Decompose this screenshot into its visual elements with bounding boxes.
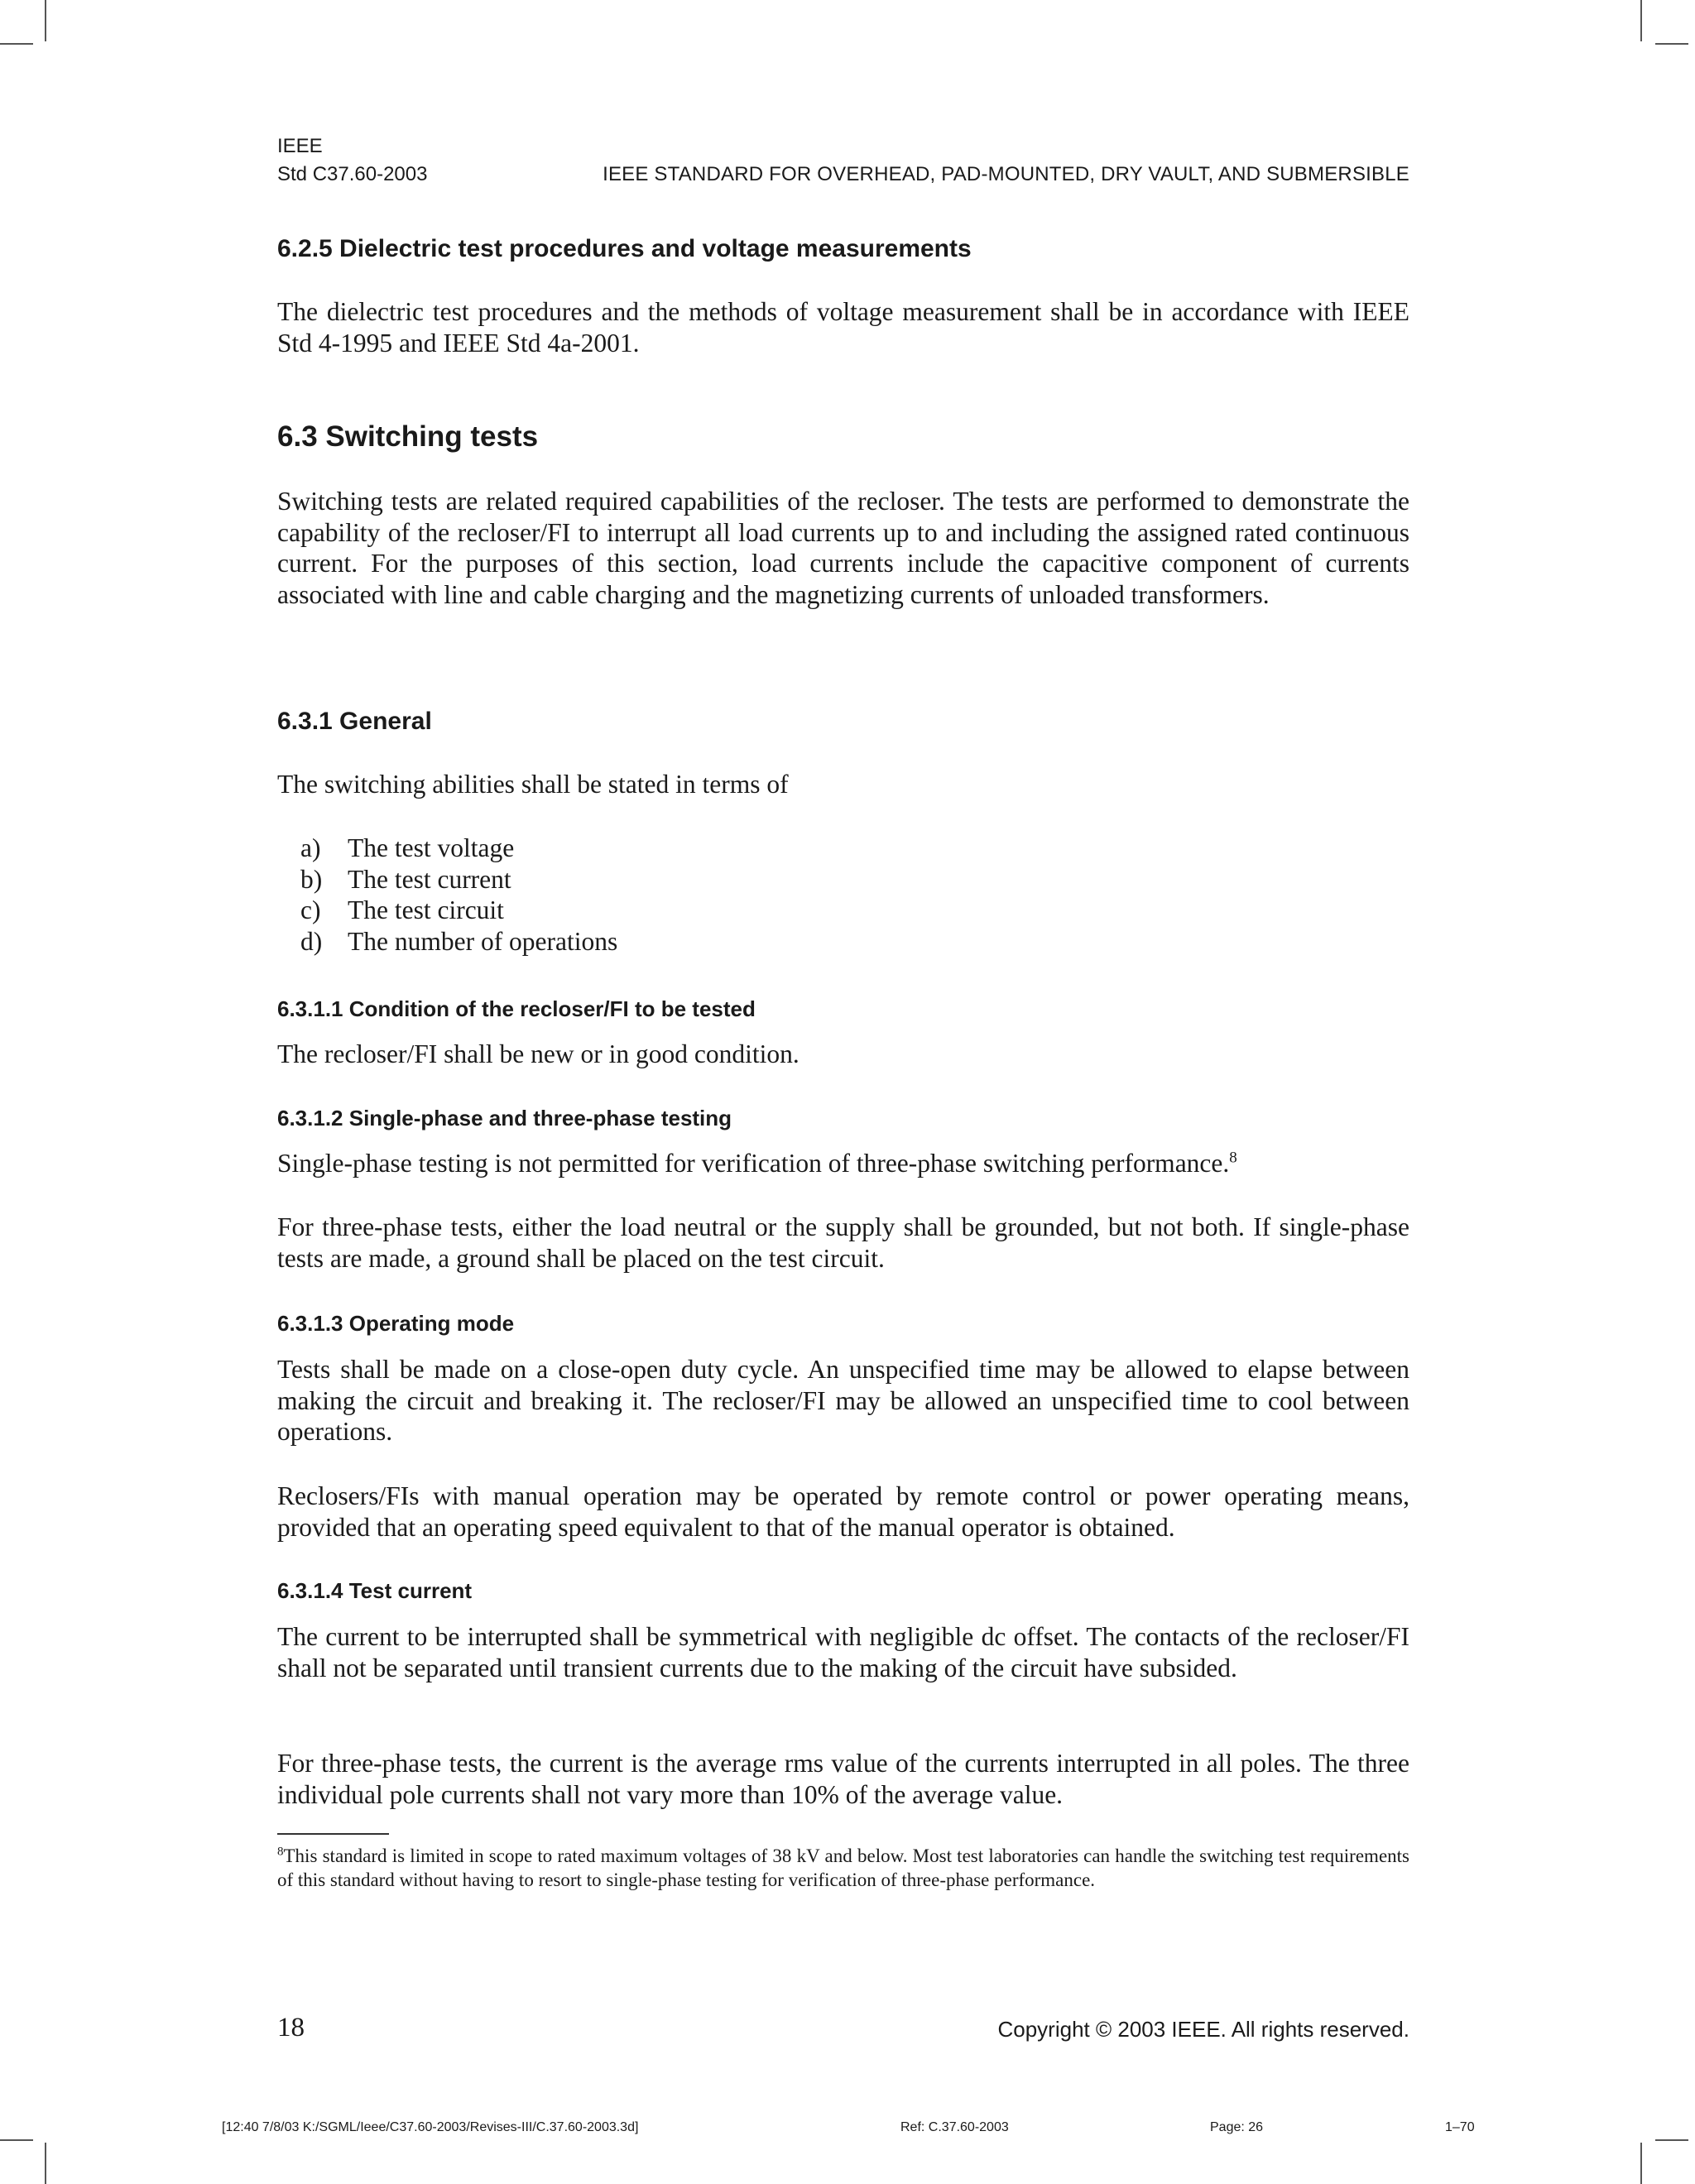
list-item-label: d) [300, 926, 323, 956]
running-header-title: IEEE STANDARD FOR OVERHEAD, PAD-MOUNTED, DRY VAULT, AND SUBMERSIBLE [603, 163, 1409, 185]
slug-range: 1–70 [1445, 2120, 1475, 2134]
footnote-marker: 8 [277, 1845, 284, 1859]
paragraph-6-3-1-3-a: Tests shall be made on a close-open duty cycle. An unspecified time may be allowed to elapse between making the circuit and breaking it. The recloser/FI may be allowed an unspecified time to cool between operations. [277, 1355, 1409, 1447]
paragraph-6-3-1-1: The recloser/FI shall be new or in good condition. [277, 1039, 799, 1068]
list-item-label: b) [300, 864, 323, 894]
footnote-divider [277, 1833, 389, 1835]
crop-mark [45, 2143, 46, 2184]
heading-6-2-5: 6.2.5 Dielectric test procedures and voltage measurements [277, 235, 972, 262]
slug-page: Page: 26 [1210, 2120, 1264, 2134]
paragraph-6-3-1-4-a: The current to be interrupted shall be symmetrical with negligible dc offset. The contacts of the recloser/FI shall not be separated until transient currents due to the making of the circuit have subsided. [277, 1622, 1409, 1682]
paragraph-text: Single-phase testing is not permitted for verification of three-phase switching performance. [277, 1149, 1230, 1178]
crop-mark [1640, 0, 1642, 41]
page-number: 18 [277, 2013, 305, 2042]
crop-mark [0, 43, 33, 45]
list-item-text: The number of operations [348, 926, 618, 956]
heading-6-3-1-1: 6.3.1.1 Condition of the recloser/FI to be tested [277, 996, 756, 1021]
copyright-notice: Copyright © 2003 IEEE. All rights reserved. [997, 2017, 1409, 2042]
paragraph-6-3-1-2-a [277, 1148, 1409, 1179]
heading-6-3: 6.3 Switching tests [277, 420, 539, 453]
crop-mark [1640, 2143, 1642, 2184]
paragraph-6-2-5: The dielectric test procedures and the methods of voltage measurement shall be in accordance with IEEE Std 4-1995 and IEEE Std 4a-2001. [277, 297, 1409, 358]
heading-6-3-1-3: 6.3.1.3 Operating mode [277, 1311, 515, 1336]
heading-6-3-1-4: 6.3.1.4 Test current [277, 1578, 473, 1603]
paragraph-6-3-1-2-b: For three-phase tests, either the load neutral or the supply shall be grounded, but not both. If single-phase tests are made, a ground shall be placed on the test circuit. [277, 1212, 1409, 1273]
list-item [277, 864, 1409, 895]
slug-job-path: [12:40 7/8/03 K:/SGML/Ieee/C37.60-2003/Revises-III/C.37.60-2003.3d] [222, 2120, 639, 2134]
paragraph-6-3: Switching tests are related required capabilities of the recloser. The tests are performed to demonstrate the capability of the recloser/FI to interrupt all load currents up to and including the assigned rated continuous current. For the purposes of this section, load currents include the capacitive component of currents associated with line and cable charging and the magnetizing currents of unloaded transformers. [277, 487, 1409, 609]
switching-abilities-list [277, 833, 1409, 957]
running-header-left [277, 132, 427, 189]
list-item-text: The test circuit [348, 895, 504, 925]
list-item [277, 926, 1409, 958]
slug-ref: Ref: C.37.60-2003 [900, 2120, 1009, 2134]
list-item [277, 895, 1409, 926]
crop-mark [1655, 43, 1688, 45]
list-item-label: c) [300, 895, 321, 925]
header-org: IEEE [277, 135, 323, 157]
footnote-reference[interactable]: 8 [1229, 1149, 1237, 1167]
paragraph-6-3-1-4-b: For three-phase tests, the current is the average rms value of the currents interrupted in all poles. The three individual pole currents shall not vary more than 10% of the average value. [277, 1749, 1409, 1809]
heading-6-3-1-2: 6.3.1.2 Single-phase and three-phase testing [277, 1106, 732, 1130]
header-std: Std C37.60-2003 [277, 163, 428, 185]
list-item [277, 833, 1409, 864]
crop-mark [1655, 2139, 1688, 2141]
footnote [277, 1844, 1409, 1892]
crop-mark [45, 0, 46, 41]
footnote-text: This standard is limited in scope to rated maximum voltages of 38 kV and below. Most test laboratories can handle the switching test requirements of this standard without having to resort to single-phase testing for verification of three-phase performance. [277, 1846, 1409, 1890]
paragraph-6-3-1-3-b: Reclosers/FIs with manual operation may be operated by remote control or power operating means, provided that an operating speed equivalent to that of the manual operator is obtained. [277, 1481, 1409, 1542]
list-item-text: The test current [348, 864, 511, 894]
paragraph-6-3-1-intro: The switching abilities shall be stated in terms of [277, 770, 789, 799]
heading-6-3-1: 6.3.1 General [277, 708, 432, 735]
crop-mark [0, 2139, 33, 2141]
list-item-text: The test voltage [348, 833, 515, 862]
list-item-label: a) [300, 833, 321, 862]
